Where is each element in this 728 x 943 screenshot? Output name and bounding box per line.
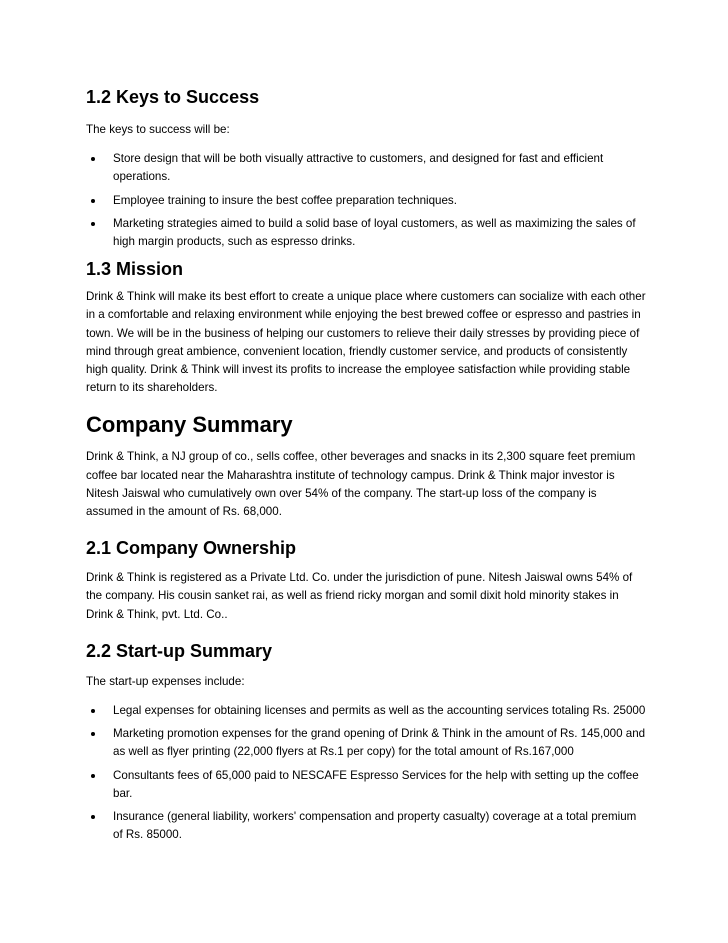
list-item (86, 725, 646, 761)
list-item (86, 150, 646, 186)
list-item (86, 702, 646, 720)
list-item-text: Marketing promotion expenses for the grand opening of Drink & Think in the amount of Rs. 145,000 and as well as flyer printing (22,000 flyers at Rs.1 per copy) for the total amount of Rs.167,000 (113, 727, 646, 759)
list-item-text: Legal expenses for obtaining licenses and permits as well as the accounting services totaling Rs. 25000 (113, 704, 646, 718)
ownership-text: Drink & Think is registered as a Private Ltd. Co. under the jurisdiction of pune. Nitesh Jaiswal owns 54% of the company. His cousin sanket rai, as well as friend ricky morgan and somil dixit hold minority stakes in Drink & Think, pvt. Ltd. Co.. (86, 571, 633, 621)
keys-heading: 1.2 Keys to Success (86, 87, 260, 107)
keys-intro: The keys to success will be: (86, 123, 230, 136)
list-item (86, 808, 646, 844)
list-item-text: Store design that will be both visually attractive to customers, and designed for fast and efficient operations. (113, 152, 604, 184)
list-item-text: Insurance (general liability, workers' compensation and property casualty) coverage at a total premium of Rs. 85000. (113, 810, 637, 842)
startup-heading: 2.2 Start-up Summary (86, 640, 273, 661)
company-summary-text: Drink & Think, a NJ group of co., sells coffee, other beverages and snacks in its 2,300 square feet premium coffee bar located near the Maharashtra institute of technology campus. Drink & Think major investor is Nitesh Jaiswal who cumulatively own over 54% of the company. The start-up loss of the company is assumed in the amount of Rs. 68,000. (86, 450, 636, 519)
ownership-heading: 2.1 Company Ownership (86, 538, 297, 559)
document-page (86, 86, 646, 844)
bullet-icon (91, 222, 95, 226)
keys-list (86, 150, 646, 251)
bullet-icon (91, 157, 95, 161)
list-item-text: Employee training to insure the best coffee preparation techniques. (113, 193, 457, 207)
bullet-icon (91, 732, 95, 736)
mission-heading: 1.3 Mission (86, 259, 184, 280)
bullet-icon (91, 774, 95, 778)
list-item-text: Marketing strategies aimed to build a solid base of loyal customers, as well as maximizing the sales of high margin products, such as espresso drinks. (113, 216, 636, 249)
mission-text: Drink & Think will make its best effort to create a unique place where customers can socialize with each other in a comfortable and relaxing environment while enjoying the best brewed coffee or espresso and pastries in town. We will be in the business of helping our customers to relieve their daily stresses by providing piece of mind through great ambience, convenient location, friendly customer service, and products of consistently high quality. Drink & Think will invest its profits to increase the employee satisfaction while providing stable return to its shareholders. (86, 290, 646, 395)
startup-intro: The start-up expenses include: (86, 674, 245, 688)
bullet-icon (91, 199, 95, 203)
list-item (86, 192, 646, 210)
company-summary-heading: Company Summary (86, 412, 293, 438)
bullet-icon (91, 815, 95, 819)
list-item (86, 215, 646, 251)
list-item-text: Consultants fees of 65,000 paid to NESCAFE Espresso Services for the help with setting up the coffee bar. (113, 768, 639, 800)
list-item (86, 767, 646, 803)
startup-list (86, 702, 646, 844)
bullet-icon (91, 709, 95, 713)
